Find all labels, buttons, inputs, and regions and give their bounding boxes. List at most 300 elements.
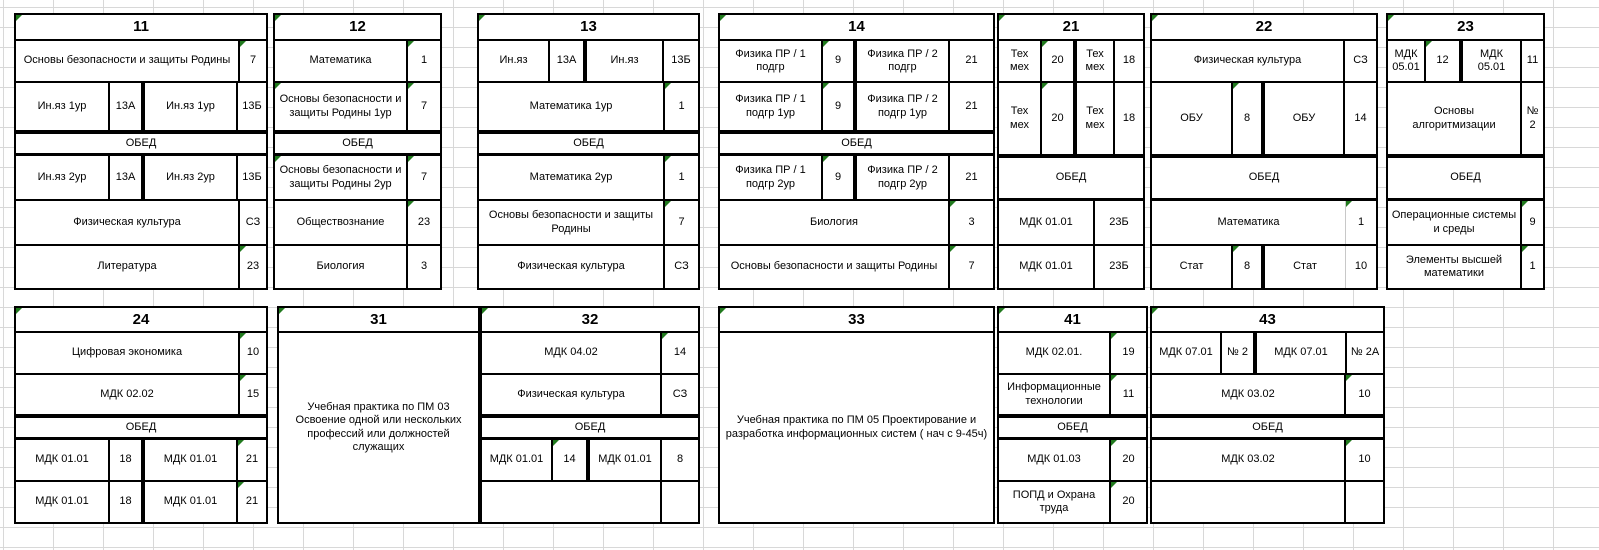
subject-cell[interactable] [720, 83, 823, 130]
cell-text: 21 [245, 495, 259, 508]
cell-text: Обществознание [296, 215, 385, 228]
timetable-group-43 [1150, 306, 1385, 524]
cell-text: Основы алгоритмизации [1412, 105, 1496, 131]
cell-text: 13А [556, 54, 577, 67]
subject-cell[interactable] [855, 83, 950, 130]
room-cell[interactable] [662, 482, 698, 522]
cell-text: 8 [676, 453, 684, 466]
subject-cell[interactable] [16, 41, 240, 81]
subject-cell[interactable] [16, 375, 240, 414]
table-row [279, 308, 478, 333]
cell-text: 13 [580, 18, 597, 35]
cell-text: Математика [309, 54, 372, 67]
cell-text: СЗ [674, 260, 689, 273]
subject-cell[interactable] [720, 246, 950, 288]
room-cell[interactable] [665, 246, 698, 288]
subject-cell[interactable] [1263, 83, 1345, 154]
table-row [1152, 41, 1376, 83]
room-cell[interactable] [950, 156, 993, 199]
table-row [482, 440, 698, 482]
cell-text: 21 [965, 54, 978, 67]
group-header-cell[interactable] [482, 308, 698, 331]
cell-text: Тех мех [1085, 47, 1105, 73]
table-row [16, 440, 266, 482]
subject-cell[interactable] [1461, 41, 1522, 81]
error-triangle-icon [16, 308, 22, 314]
cell-text: МДК 03.02 [1221, 387, 1275, 400]
subject-cell[interactable] [1152, 375, 1346, 414]
cell-text: Биология [809, 215, 858, 228]
cell-text: 1 [678, 99, 685, 112]
cell-text: Ин.яз 2ур [166, 170, 215, 183]
lunch-cell[interactable] [1152, 418, 1383, 437]
table-row [999, 83, 1143, 156]
subject-cell[interactable] [585, 41, 664, 81]
subject-cell[interactable] [482, 482, 662, 522]
subject-cell[interactable] [16, 83, 110, 130]
room-cell[interactable] [823, 41, 855, 81]
cell-text: Информационные технологии [1007, 381, 1101, 407]
cell-text: 10 [1354, 260, 1368, 273]
room-cell[interactable] [1345, 201, 1376, 244]
room-cell[interactable] [1522, 246, 1543, 288]
cell-text: 21 [1062, 18, 1080, 35]
cell-text: 43 [1259, 310, 1276, 328]
error-triangle-icon [408, 41, 414, 47]
cell-text: МДК 05.01 [1392, 47, 1420, 73]
room-cell[interactable] [408, 83, 440, 130]
subject-cell[interactable] [16, 482, 110, 522]
error-triangle-icon [1042, 83, 1048, 89]
subject-cell[interactable] [143, 156, 238, 199]
lunch-row [482, 416, 698, 440]
table-row [999, 308, 1146, 333]
table-row [720, 333, 993, 522]
cell-text: 9 [834, 99, 842, 112]
group-header-cell[interactable] [279, 308, 478, 331]
subject-cell[interactable] [1388, 246, 1522, 288]
subject-cell[interactable] [1152, 246, 1233, 288]
subject-cell[interactable] [16, 156, 110, 199]
cell-text: Тех мех [1010, 47, 1029, 73]
room-cell[interactable] [550, 41, 585, 81]
subject-cell[interactable] [482, 440, 553, 480]
subject-cell[interactable] [143, 83, 238, 130]
cell-text: 23 [1457, 18, 1474, 35]
timetable-group-11 [14, 13, 268, 290]
room-cell[interactable] [950, 201, 993, 244]
subject-cell[interactable] [1152, 333, 1222, 373]
timetable-group-33 [718, 306, 995, 524]
subject-cell[interactable] [999, 375, 1111, 414]
room-cell[interactable] [238, 482, 266, 522]
cell-text: 10 [1358, 453, 1371, 466]
subject-cell[interactable] [479, 201, 665, 244]
room-cell[interactable] [823, 156, 855, 199]
room-cell[interactable] [1345, 41, 1376, 81]
cell-text: Основы безопасности и защиты Родины [23, 54, 231, 67]
cell-text: 20 [1051, 111, 1064, 124]
subject-cell[interactable] [1152, 41, 1345, 81]
cell-text: МДК 01.01 [489, 453, 544, 466]
cell-text: 3 [420, 260, 428, 273]
cell-text: 13А [115, 99, 136, 112]
room-cell[interactable] [1111, 333, 1146, 373]
room-cell[interactable] [1345, 246, 1376, 288]
error-triangle-icon [665, 156, 671, 162]
error-triangle-icon [240, 41, 246, 47]
room-cell[interactable] [1042, 41, 1075, 81]
cell-text: Физика ПР / 2 подгр [867, 47, 938, 73]
room-cell[interactable] [238, 440, 266, 480]
table-row [720, 41, 993, 83]
cell-text: 33 [848, 310, 865, 328]
error-triangle-icon [1522, 201, 1528, 207]
subject-cell[interactable] [1152, 201, 1345, 244]
lunch-cell[interactable] [479, 134, 698, 153]
cell-text: МДК 01.03 [1027, 453, 1081, 466]
cell-text: 24 [132, 310, 150, 328]
cell-text: 3 [968, 215, 975, 228]
room-cell[interactable] [1233, 246, 1263, 288]
room-cell[interactable] [408, 41, 440, 81]
table-row [999, 246, 1143, 288]
timetable-group-13 [477, 13, 700, 290]
table-row [482, 308, 698, 333]
lunch-cell[interactable] [1388, 158, 1543, 198]
lunch-cell[interactable] [1152, 158, 1376, 198]
room-cell[interactable] [662, 440, 698, 480]
lunch-row [720, 132, 993, 156]
cell-text: Физика ПР / 1 подгр 2ур [735, 164, 806, 190]
room-cell[interactable] [1346, 440, 1383, 480]
group-header-cell[interactable] [16, 15, 266, 39]
room-cell[interactable] [1115, 41, 1143, 81]
cell-text: СЗ [672, 387, 688, 400]
room-cell[interactable] [1522, 201, 1543, 244]
room-cell[interactable] [1426, 41, 1461, 81]
subject-cell[interactable] [855, 156, 950, 199]
subject-cell[interactable] [999, 201, 1095, 244]
cell-text: МДК 02.02 [100, 387, 154, 400]
room-cell[interactable] [1042, 83, 1075, 154]
room-cell[interactable] [110, 83, 143, 130]
room-cell[interactable] [1115, 83, 1143, 154]
cell-text: ОБЕД [574, 420, 606, 433]
lunch-row [16, 132, 266, 156]
table-row [482, 333, 698, 375]
cell-text: 1 [678, 170, 685, 183]
subject-cell[interactable] [16, 333, 240, 373]
subject-cell[interactable] [275, 83, 408, 130]
room-cell[interactable] [110, 482, 143, 522]
cell-text: МДК 02.01. [1025, 346, 1083, 359]
subject-cell[interactable] [143, 482, 238, 522]
room-cell[interactable] [1111, 482, 1146, 522]
error-triangle-icon [1346, 375, 1352, 381]
table-row [279, 333, 478, 522]
room-cell[interactable] [110, 440, 143, 480]
subject-cell[interactable] [720, 41, 823, 81]
error-triangle-icon [720, 15, 726, 21]
practice-cell[interactable] [720, 333, 993, 522]
table-row [275, 246, 440, 288]
subject-cell[interactable] [143, 440, 238, 480]
room-cell[interactable] [1522, 41, 1543, 81]
cell-text: 1 [1529, 260, 1536, 273]
room-cell[interactable] [1111, 440, 1146, 480]
lunch-cell[interactable] [999, 418, 1146, 437]
cell-text: 9 [1529, 215, 1536, 228]
error-triangle-icon [275, 156, 281, 162]
room-cell[interactable] [553, 440, 588, 480]
lunch-cell[interactable] [482, 418, 698, 437]
cell-text: 23 [246, 260, 260, 273]
table-row [999, 333, 1146, 375]
cell-text: 18 [1122, 111, 1136, 124]
subject-cell[interactable] [1388, 41, 1426, 81]
cell-text: ПОПД и Охрана труда [1012, 488, 1096, 514]
subject-cell[interactable] [999, 482, 1111, 522]
subject-cell[interactable] [1152, 83, 1233, 154]
timetable-group-12 [273, 13, 442, 290]
subject-cell[interactable] [275, 41, 408, 81]
subject-cell[interactable] [1263, 246, 1345, 288]
cell-text: 10 [1358, 387, 1371, 400]
timetable-group-22 [1150, 13, 1378, 290]
cell-text: 23Б [1109, 260, 1129, 273]
subject-cell[interactable] [1388, 201, 1522, 244]
error-triangle-icon [823, 156, 829, 162]
subject-cell[interactable] [479, 156, 665, 199]
subject-cell[interactable] [16, 246, 240, 288]
cell-text: Литература [97, 260, 157, 273]
room-cell[interactable] [238, 156, 266, 199]
cell-text: ОБЕД [573, 136, 604, 149]
lunch-cell[interactable] [999, 158, 1143, 198]
cell-text: Ин.яз [499, 54, 528, 67]
timetable-group-32 [480, 306, 700, 524]
subject-cell[interactable] [855, 41, 950, 81]
table-row [999, 375, 1146, 416]
error-triangle-icon [823, 41, 829, 47]
cell-text: Физика ПР / 2 подгр 2ур [867, 164, 938, 190]
subject-cell[interactable] [588, 440, 662, 480]
subject-cell[interactable] [999, 440, 1111, 480]
subject-cell[interactable] [1152, 482, 1346, 522]
table-row [16, 201, 266, 246]
error-triangle-icon [1152, 308, 1158, 314]
room-cell[interactable] [240, 375, 266, 414]
room-cell[interactable] [1111, 375, 1146, 414]
cell-text: МДК 04.02 [544, 346, 598, 359]
subject-cell[interactable] [999, 246, 1095, 288]
room-cell[interactable] [1095, 246, 1143, 288]
error-triangle-icon [1388, 15, 1394, 21]
subject-cell[interactable] [1388, 83, 1522, 154]
cell-text: 7 [678, 215, 685, 228]
cell-text: 8 [1243, 111, 1251, 124]
error-triangle-icon [1111, 333, 1117, 339]
room-cell[interactable] [1222, 333, 1255, 373]
cell-text: Физическая культура [517, 260, 625, 273]
timetable-group-14 [718, 13, 995, 290]
cell-text: СЗ [245, 215, 261, 228]
room-cell[interactable] [240, 333, 266, 373]
room-cell[interactable] [1233, 83, 1263, 154]
group-header-cell[interactable] [1152, 308, 1383, 331]
cell-text: ОБУ [1292, 111, 1316, 124]
cell-text: 20 [1051, 54, 1064, 67]
cell-text: МДК 01.01 [163, 495, 218, 508]
table-row [1152, 246, 1376, 288]
room-cell[interactable] [950, 83, 993, 130]
group-header-cell[interactable] [720, 308, 993, 331]
cell-text: 7 [420, 170, 428, 183]
subject-cell[interactable] [479, 83, 665, 130]
room-cell[interactable] [408, 156, 440, 199]
error-triangle-icon [1042, 41, 1048, 47]
group-header-cell[interactable] [16, 308, 266, 331]
cell-text: 9 [834, 170, 842, 183]
table-row [479, 201, 698, 246]
cell-text: 11 [1122, 387, 1135, 400]
cell-text: Физика ПР / 2 подгр 1ур [867, 93, 938, 119]
group-header-cell[interactable] [1388, 15, 1543, 39]
cell-text: 7 [420, 99, 428, 112]
subject-cell[interactable] [482, 333, 662, 373]
group-header-cell[interactable] [999, 15, 1143, 39]
subject-cell[interactable] [1075, 41, 1115, 81]
group-header-cell[interactable] [720, 15, 993, 39]
table-row [999, 15, 1143, 41]
room-cell[interactable] [665, 156, 698, 199]
cell-text: 13Б [242, 99, 262, 112]
error-triangle-icon [1233, 246, 1239, 252]
subject-cell[interactable] [479, 41, 550, 81]
error-triangle-icon [408, 156, 414, 162]
cell-text: Физическая культура [73, 215, 181, 228]
group-header-cell[interactable] [999, 308, 1146, 331]
table-row [1152, 83, 1376, 156]
error-triangle-icon [1111, 440, 1117, 446]
lunch-cell[interactable] [720, 134, 993, 153]
cell-text: Физическая культура [517, 387, 625, 400]
room-cell[interactable] [1347, 333, 1383, 373]
cell-text: МДК 05.01 [1477, 47, 1506, 73]
lunch-cell[interactable] [16, 418, 266, 437]
group-header-cell[interactable] [1152, 15, 1376, 39]
room-cell[interactable] [408, 201, 440, 244]
room-cell[interactable] [823, 83, 855, 130]
error-triangle-icon [665, 83, 671, 89]
room-cell[interactable] [665, 83, 698, 130]
subject-cell[interactable] [999, 83, 1042, 154]
cell-text: 18 [119, 495, 132, 508]
timetable-group-21 [997, 13, 1145, 290]
subject-cell[interactable] [275, 246, 408, 288]
cell-text: ОБЕД [1450, 171, 1481, 184]
room-cell[interactable] [238, 83, 266, 130]
subject-cell[interactable] [720, 201, 950, 244]
cell-text: Математика 2ур [529, 170, 613, 183]
table-row [1152, 15, 1376, 41]
lunch-row [999, 416, 1146, 440]
cell-text: 18 [119, 453, 132, 466]
cell-text: Математика 1ур [529, 99, 613, 112]
lunch-cell[interactable] [275, 134, 440, 153]
cell-text: Ин.яз 1ур [37, 99, 87, 112]
subject-cell[interactable] [720, 156, 823, 199]
error-triangle-icon [240, 375, 246, 381]
subject-cell[interactable] [1152, 440, 1346, 480]
group-header-cell[interactable] [479, 15, 698, 39]
subject-cell[interactable] [1255, 333, 1347, 373]
table-row [16, 333, 266, 375]
room-cell[interactable] [950, 246, 993, 288]
subject-cell[interactable] [1075, 83, 1115, 154]
cell-text: Ин.яз 1ур [166, 99, 215, 112]
error-triangle-icon [720, 308, 726, 314]
error-triangle-icon [1346, 440, 1352, 446]
room-cell[interactable] [1345, 83, 1376, 154]
table-row [16, 375, 266, 416]
lunch-cell[interactable] [16, 134, 266, 153]
room-cell[interactable] [1346, 375, 1383, 414]
cell-text: ОБЕД [1057, 420, 1088, 433]
error-triangle-icon [950, 201, 956, 207]
subject-cell[interactable] [16, 440, 110, 480]
error-triangle-icon [240, 333, 246, 339]
table-row [1152, 308, 1383, 333]
subject-cell[interactable] [275, 201, 408, 244]
cell-text: 1 [420, 54, 428, 67]
cell-text: 21 [965, 99, 978, 112]
room-cell[interactable] [950, 41, 993, 81]
room-cell[interactable] [662, 375, 698, 414]
subject-cell[interactable] [482, 375, 662, 414]
room-cell[interactable] [240, 201, 266, 244]
cell-text: ОБЕД [1055, 171, 1087, 184]
group-header-cell[interactable] [275, 15, 440, 39]
subject-cell[interactable] [275, 156, 408, 199]
lunch-row [275, 132, 440, 156]
room-cell[interactable] [1346, 482, 1383, 522]
subject-cell[interactable] [999, 333, 1111, 373]
room-cell[interactable] [662, 333, 698, 373]
room-cell[interactable] [664, 41, 698, 81]
cell-text: 15 [246, 387, 260, 400]
practice-cell[interactable] [279, 333, 478, 522]
room-cell[interactable] [408, 246, 440, 288]
error-triangle-icon [275, 15, 281, 21]
room-cell[interactable] [240, 246, 266, 288]
cell-text: Основы безопасности и защиты Родины [730, 260, 938, 273]
cell-text: 13А [115, 170, 136, 183]
table-row [999, 201, 1143, 246]
room-cell[interactable] [665, 201, 698, 244]
room-cell[interactable] [240, 41, 266, 81]
subject-cell[interactable] [16, 201, 240, 244]
subject-cell[interactable] [479, 246, 665, 288]
table-row [720, 15, 993, 41]
room-cell[interactable] [1095, 201, 1143, 244]
room-cell[interactable] [110, 156, 143, 199]
cell-text: МДК 01.01 [598, 453, 652, 466]
room-cell[interactable] [1522, 83, 1543, 154]
subject-cell[interactable] [999, 41, 1042, 81]
cell-text: 14 [848, 18, 865, 35]
